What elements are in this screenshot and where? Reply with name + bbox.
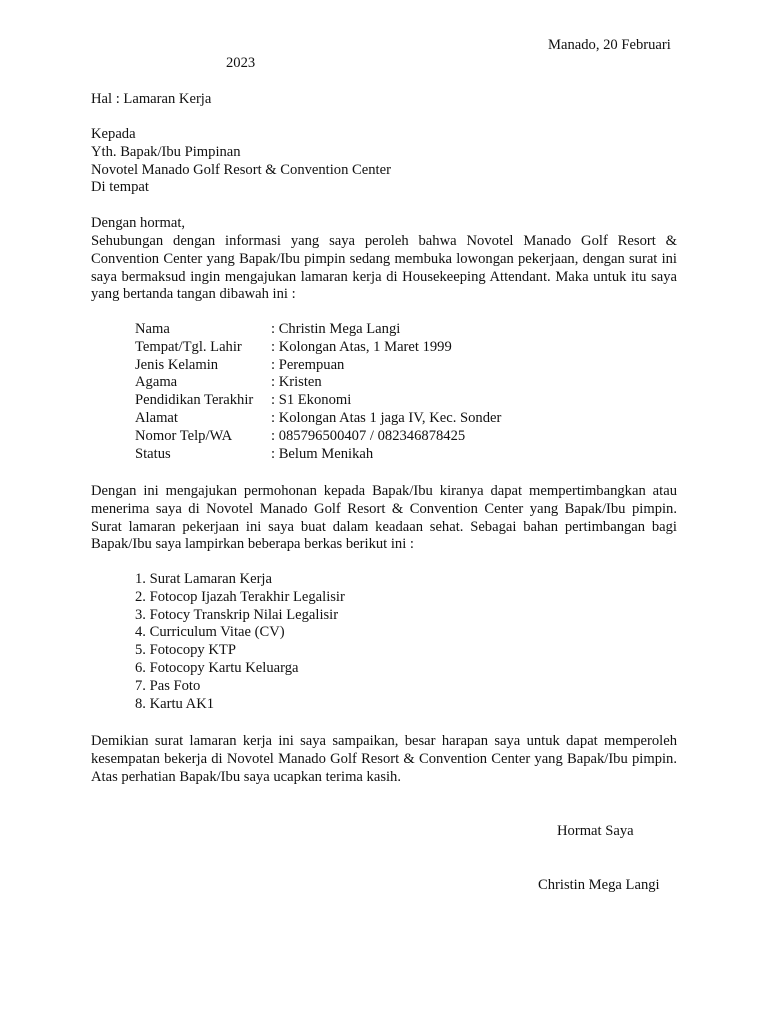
identity-label: Status <box>135 445 171 462</box>
greeting: Dengan hormat, <box>91 215 186 231</box>
list-item: 5. Fotocopy KTP <box>135 642 236 659</box>
identity-row <box>135 446 501 464</box>
list-item: 8. Kartu AK1 <box>135 695 215 712</box>
list-item: 4. Curriculum Vitae (CV) <box>135 624 285 641</box>
list-item: 6. Fotocopy Kartu Keluarga <box>135 659 299 676</box>
recipient-line: Yth. Bapak/Ibu Pimpinan <box>91 143 241 160</box>
recipient-block <box>91 126 391 197</box>
signatory-name: Christin Mega Langi <box>538 877 660 893</box>
identity-row <box>135 410 501 428</box>
identity-row <box>135 357 501 375</box>
identity-value: : S1 Ekonomi <box>271 392 352 409</box>
identity-value: : Kolongan Atas 1 jaga IV, Kec. Sonder <box>271 409 502 426</box>
list-item: 2. Fotocop Ijazah Terakhir Legalisir <box>135 588 345 605</box>
closing-paragraph: Demikian surat lamaran kerja ini saya sampaikan, besar harapan saya untuk dapat memperoleh kesempatan bekerja di Novotel Manado Golf Resort & Convention Center yang Bapak/Ibu pimpin. Atas perhatian Bapak/Ibu saya ucapkan terima kasih. <box>91 733 677 785</box>
recipient-line: Di tempat <box>91 179 149 196</box>
request-paragraph: Dengan ini mengajukan permohonan kepada Bapak/Ibu kiranya dapat mempertimbangkan atau menerima saya di Novotel Manado Golf Resort & Convention Center yang Bapak/Ibu pimpin. Surat lamaran pekerjaan ini saya buat dalam keadaan sehat. Sebagai bahan pertimbangan bagi Bapak/Ibu saya lampirkan beberapa berkas berikut ini : <box>91 483 677 553</box>
date-line-1: Manado, 20 Februari <box>548 37 671 53</box>
intro-paragraph: Sehubungan dengan informasi yang saya peroleh bahwa Novotel Manado Golf Resort & Convention Center yang Bapak/Ibu pimpin sedang membuka lowongan pekerjaan, dengan surat ini saya bermaksud ingin mengajukan lamaran kerja di Housekeeping Attendant. Maka untuk itu saya yang bertanda tangan dibawah ini : <box>91 233 677 303</box>
identity-value: : Kristen <box>271 374 322 391</box>
date-line-2: 2023 <box>226 55 256 71</box>
subject-line: Hal : Lamaran Kerja <box>91 91 212 107</box>
identity-label: Nama <box>135 321 170 337</box>
identity-label: Nomor Telp/WA <box>135 427 233 444</box>
identity-row <box>135 392 501 410</box>
sign-off: Hormat Saya <box>557 823 634 839</box>
identity-label: Jenis Kelamin <box>135 356 219 373</box>
identity-label: Alamat <box>135 409 178 426</box>
identity-value: : Perempuan <box>271 356 345 373</box>
identity-label: Tempat/Tgl. Lahir <box>135 338 242 355</box>
list-item: 1. Surat Lamaran Kerja <box>135 571 272 587</box>
identity-row <box>135 428 501 446</box>
identity-row <box>135 374 501 392</box>
identity-label: Pendidikan Terakhir <box>135 392 254 409</box>
identity-row <box>135 339 501 357</box>
recipient-line: Novotel Manado Golf Resort & Convention Center <box>91 161 391 178</box>
list-item: 3. Fotocy Transkrip Nilai Legalisir <box>135 606 339 623</box>
identity-value: : Christin Mega Langi <box>271 321 401 337</box>
identity-label: Agama <box>135 374 178 391</box>
recipient-line: Kepada <box>91 126 136 142</box>
identity-table <box>135 321 501 463</box>
identity-value: : Kolongan Atas, 1 Maret 1999 <box>271 338 452 355</box>
identity-value: : Belum Menikah <box>271 445 374 462</box>
identity-row <box>135 321 501 339</box>
identity-value: : 085796500407 / 082346878425 <box>271 427 466 444</box>
list-item: 7. Pas Foto <box>135 677 201 694</box>
attachment-list <box>135 571 345 713</box>
